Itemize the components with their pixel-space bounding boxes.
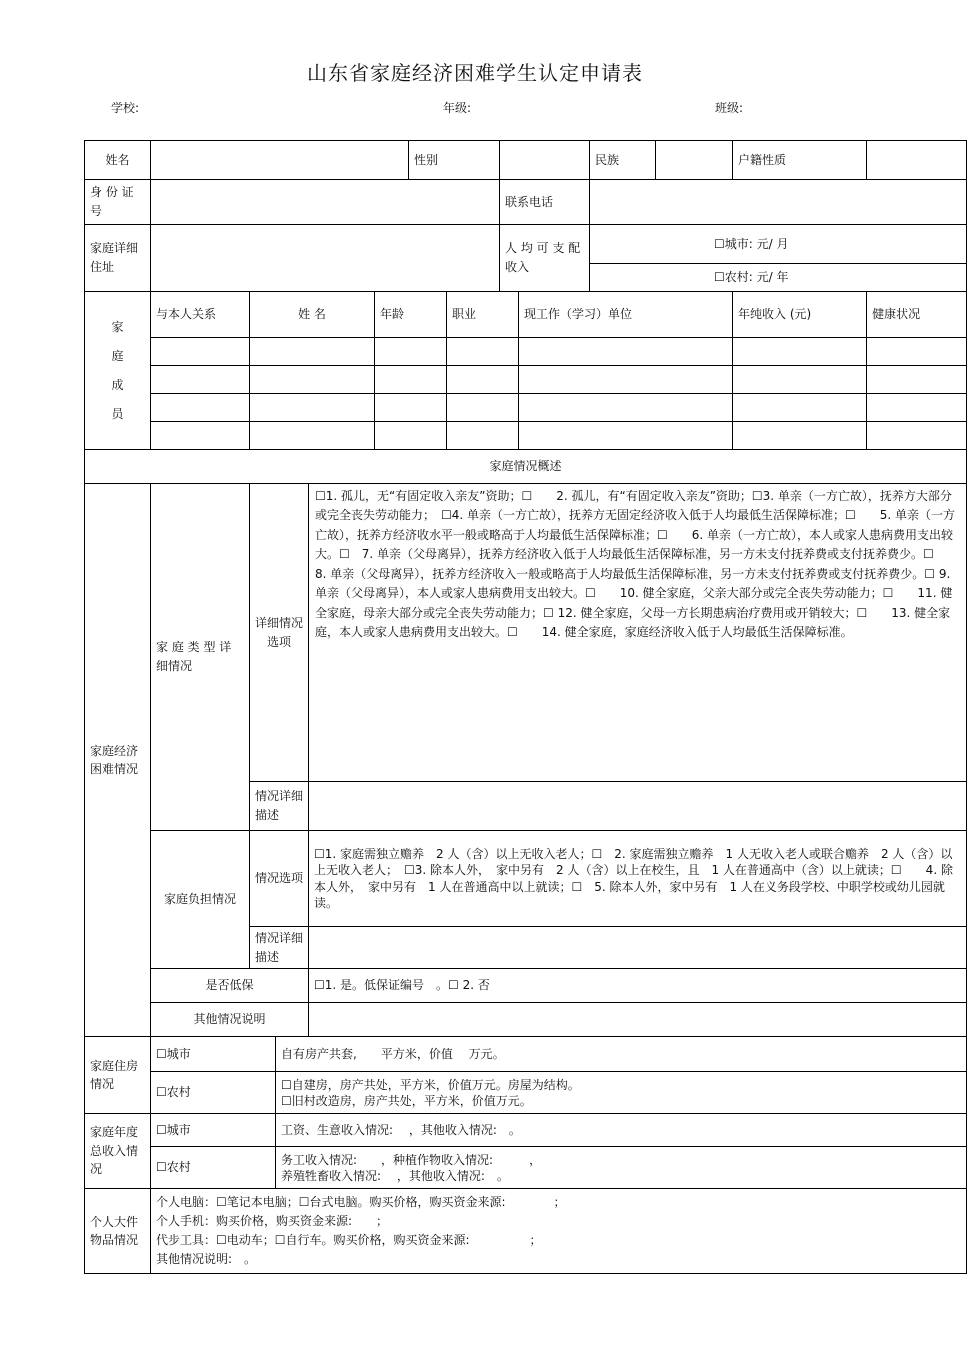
overview-title: 家庭情况概述 bbox=[85, 450, 967, 484]
members-side-char: 员 bbox=[111, 406, 124, 421]
housing-rural-line1: ☐自建房，房产共处，平方米，价值万元。房屋为结构。 bbox=[281, 1077, 580, 1092]
income-city-option[interactable]: ☐城市 bbox=[151, 1114, 276, 1147]
ethnicity-field[interactable] bbox=[656, 141, 733, 180]
form-title: 山东省家庭经济困难学生认定申请表 bbox=[307, 61, 643, 85]
members-header-name: 姓 名 bbox=[250, 292, 375, 338]
member-cell[interactable] bbox=[867, 338, 967, 366]
annual-income-label: 家庭年度总收入情况 bbox=[85, 1114, 151, 1189]
burden-label: 家庭负担情况 bbox=[151, 831, 250, 969]
property-label: 个人大件物品情况 bbox=[85, 1189, 151, 1274]
members-header-workplace: 现工作（学习）单位 bbox=[519, 292, 733, 338]
burden-detail-field[interactable] bbox=[309, 927, 967, 969]
housing-city-text: 自有房产共套, 平方米，价值 万元。 bbox=[276, 1037, 967, 1072]
situation-detail-label: 情况详细描述 bbox=[250, 782, 309, 831]
member-cell[interactable] bbox=[151, 338, 250, 366]
members-header-health: 健康状况 bbox=[867, 292, 967, 338]
member-cell[interactable] bbox=[519, 366, 733, 394]
housing-rural-text bbox=[276, 1072, 967, 1114]
property-line3: 代步工具：☐电动车；☐自行车。购买价格，购买资金来源: ； bbox=[156, 1233, 542, 1248]
low-income-label: 是否低保 bbox=[151, 969, 309, 1003]
member-cell[interactable] bbox=[151, 366, 250, 394]
situation-options-label: 情况选项 bbox=[250, 831, 309, 927]
grade-label: 年级: bbox=[443, 101, 472, 115]
members-header-age: 年龄 bbox=[375, 292, 447, 338]
school-label: 学校: bbox=[111, 101, 140, 115]
burden-options[interactable]: ☐1. 家庭需独立赡养 2 人（含）以上无收入老人；☐ 2. 家庭需独立赡养 1 人无收入老人或联合赡养 2 人（含）以上无收入老人； ☐3. 除本人外， 家中另有 2 人（含）以上在校生，且 1 人在普通高中（含）以上就读；☐ 4. 除本人外， 家中另有 1 人在普通高中以上就读；☐ 5. 除本人外，家中另有 1 人在义务段学校、中职学校或幼儿园就读。 bbox=[309, 831, 967, 927]
income-rural-text bbox=[276, 1147, 967, 1189]
detail-options-label: 详细情况选项 bbox=[250, 484, 309, 782]
member-cell[interactable] bbox=[867, 394, 967, 422]
income-rural-line1: 务工收入情况: ，种植作物收入情况: ， bbox=[281, 1152, 542, 1167]
application-form-table bbox=[84, 140, 967, 1274]
household-type-label: 户籍性质 bbox=[733, 141, 867, 180]
member-cell[interactable] bbox=[250, 394, 375, 422]
member-cell[interactable] bbox=[733, 366, 867, 394]
member-cell[interactable] bbox=[447, 366, 519, 394]
property-line2: 个人手机：购买价格，购买资金来源: ； bbox=[156, 1214, 389, 1228]
other-situation-label: 其他情况说明 bbox=[151, 1003, 309, 1037]
phone-label: 联系电话 bbox=[500, 180, 590, 225]
family-type-label: 家 庭 类 型 详 细情况 bbox=[151, 484, 250, 831]
housing-label: 家庭住房情况 bbox=[85, 1037, 151, 1114]
id-number-field[interactable] bbox=[151, 180, 500, 225]
member-cell[interactable] bbox=[519, 338, 733, 366]
property-line1: 个人电脑：☐笔记本电脑；☐台式电脑。购买价格，购买资金来源: ； bbox=[156, 1194, 566, 1209]
ethnicity-label: 民族 bbox=[590, 141, 656, 180]
income-city-text: 工资、生意收入情况: ，其他收入情况: 。 bbox=[276, 1114, 967, 1147]
member-cell[interactable] bbox=[519, 422, 733, 450]
member-cell[interactable] bbox=[447, 422, 519, 450]
member-cell[interactable] bbox=[375, 422, 447, 450]
members-header-occupation: 职业 bbox=[447, 292, 519, 338]
member-cell[interactable] bbox=[250, 366, 375, 394]
property-line4: 其他情况说明: 。 bbox=[156, 1252, 257, 1267]
member-cell[interactable] bbox=[151, 422, 250, 450]
address-field[interactable] bbox=[151, 225, 500, 292]
family-type-options[interactable]: ☐1. 孤儿，无“有固定收入亲友”资助；☐ 2. 孤儿，有“有固定收入亲友”资助；☐3. 单亲（一方亡故），抚养方大部分或完全丧失劳动能力； ☐4. 单亲（一方亡故），抚养方无固定经济收入低于人均最低生活保障标准；☐ 5. 单亲（一方亡故），抚养方经济收水平一般或略高于人均最低生活保障标准；☐ 6. 单亲（一方亡故），本人或家人患病费用支出较大。☐ 7. 单亲（父母离异），抚养方经济收入低于人均最低生活保障标准，另一方未支付抚养费或支付抚养费少。☐ 8. 单亲（父母离异），抚养方经济收入一般或略高于人均最低生活保障标准，另一方未支付抚养费或支付抚养费少。☐ 9. 单亲（父母离异），本人或家人患病费用支出较大。☐ 10. 健全家庭，父亲大部分或完全丧失劳动能力；☐ 11. 健全家庭，母亲大部分或完全丧失劳动能力；☐ 12. 健全家庭，父母一方长期患病治疗费用或开销较大；☐ 13. 健全家庭，本人或家人患病费用支出较大。☐ 14. 健全家庭，家庭经济收入低于人均最低生活保障标准。 bbox=[309, 484, 967, 782]
income-rural-option[interactable]: ☐农村 bbox=[151, 1147, 276, 1189]
disposable-income-label: 人 均 可 支 配 收入 bbox=[500, 225, 590, 292]
member-cell[interactable] bbox=[867, 366, 967, 394]
other-situation-field[interactable] bbox=[309, 1003, 967, 1037]
situation-detail-field[interactable] bbox=[309, 782, 967, 831]
member-cell[interactable] bbox=[519, 394, 733, 422]
member-cell[interactable] bbox=[733, 422, 867, 450]
member-cell[interactable] bbox=[250, 338, 375, 366]
burden-detail-label: 情况详细描述 bbox=[250, 927, 309, 969]
members-header-relation: 与本人关系 bbox=[151, 292, 250, 338]
member-cell[interactable] bbox=[447, 394, 519, 422]
id-number-label: 身 份 证 号 bbox=[85, 180, 151, 225]
members-side-char: 成 bbox=[111, 377, 124, 392]
family-members-label bbox=[85, 292, 151, 450]
hardship-label: 家庭经济困难情况 bbox=[85, 484, 151, 1037]
members-side-char: 家 bbox=[111, 319, 124, 334]
address-label: 家庭详细住址 bbox=[85, 225, 151, 292]
member-cell[interactable] bbox=[250, 422, 375, 450]
class-label: 班级: bbox=[715, 101, 744, 115]
name-label: 姓名 bbox=[85, 141, 151, 180]
phone-field[interactable] bbox=[590, 180, 967, 225]
housing-city-option[interactable]: ☐城市 bbox=[151, 1037, 276, 1072]
income-rural-line2: 养殖牲畜收入情况: ，其他收入情况: 。 bbox=[281, 1168, 509, 1183]
household-type-field[interactable] bbox=[867, 141, 967, 180]
rural-income-option[interactable]: ☐农村: 元/ 年 bbox=[590, 264, 967, 292]
property-text bbox=[151, 1189, 967, 1274]
member-cell[interactable] bbox=[733, 338, 867, 366]
members-side-char: 庭 bbox=[111, 348, 124, 363]
housing-rural-option[interactable]: ☐农村 bbox=[151, 1072, 276, 1114]
member-cell[interactable] bbox=[151, 394, 250, 422]
city-income-option[interactable]: ☐城市: 元/ 月 bbox=[590, 225, 967, 264]
name-field[interactable] bbox=[151, 141, 409, 180]
member-cell[interactable] bbox=[867, 422, 967, 450]
low-income-options[interactable]: ☐1. 是。低保证编号 。☐ 2. 否 bbox=[309, 969, 967, 1003]
gender-field[interactable] bbox=[500, 141, 590, 180]
member-cell[interactable] bbox=[733, 394, 867, 422]
member-cell[interactable] bbox=[447, 338, 519, 366]
members-header-income: 年纯收入 (元) bbox=[733, 292, 867, 338]
housing-rural-line2: ☐旧村改造房，房产共处，平方米，价值万元。 bbox=[281, 1093, 532, 1108]
member-cell[interactable] bbox=[375, 394, 447, 422]
member-cell[interactable] bbox=[375, 366, 447, 394]
member-cell[interactable] bbox=[375, 338, 447, 366]
gender-label: 性别 bbox=[409, 141, 500, 180]
